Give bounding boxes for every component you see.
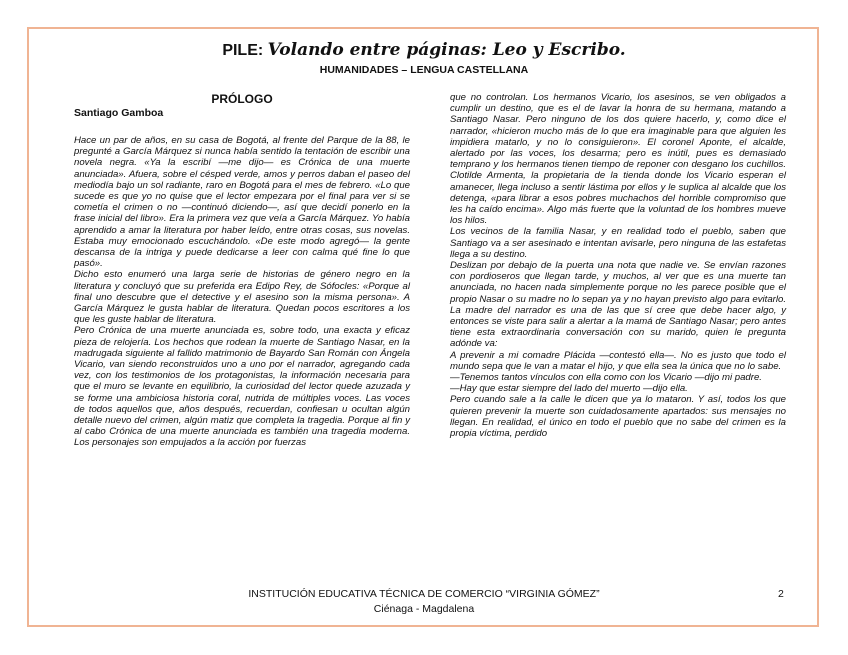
footer-location: Ciénaga - Magdalena	[373, 603, 475, 615]
left-column	[74, 92, 410, 449]
paragraph: A prevenir a mi comadre Plácida —contestó ella—. No es justo que todo el mundo sepa que le van a matar el hijo, y que ella sea la única que no lo sabe.	[450, 349, 786, 372]
paragraph: Deslizan por debajo de la puerta una nota que nadie ve. Se envían razones con pordioseros que llegan tarde, y muchos, al ver que es una muerte tan anunciada, no hacen nada simplemente porque no les parece posible que el propio Nasar o su madre no lo sepan ya y no hayan previsto algo para evitarlo. La madre del narrador es una de las que sí cree que debe hacer algo, y entonces se viste para salir a alertar a la mamá de Santiago Nasar; pero antes tiene esta extraordinaria conversación con su marido, quien le pregunta adónde va:	[450, 260, 786, 350]
paragraph: —Hay que estar siempre del lado del muerto —dijo ella.	[450, 383, 688, 395]
paragraph: Los vecinos de la familia Nasar, y en realidad todo el pueblo, saben que Santiago va a ser asesinado e intentan avisarle, pero ninguna de las estafetas llega a su destino.	[450, 226, 786, 260]
right-column	[450, 92, 786, 439]
page-subtitle: HUMANIDADES – LENGUA CASTELLANA	[319, 64, 529, 76]
paragraph: Dicho esto enumeró una larga serie de historias de género negro en la literatura y concluyó que su preferida era Edipo Rey, de Sófocles: «Porque al final uno descubre que el detective y el asesino son la misma persona». A García Márquez le gusta hablar de literatura. Quedan pocos escritores a los que les guste hablar de literatura.	[74, 269, 410, 326]
paragraph: que no controlan. Los hermanos Vicario, los asesinos, se ven obligados a cumplir un destino, que es el de lavar la honra de su hermana, matando a Santiago Nasar. Pero ninguno de los dos quiere hacerlo, y, como dice el narrador, «hicieron mucho más de lo que era imaginable para que alguien les impidiera matarlo, y no lo consiguieron». El coronel Aponte, el alcalde, alertado por las voces, los desarma; pero es inútil, pues es demasiado temprano y los hermanos tienen tiempo de reponer con desgano los cuchillos. Clotilde Armenta, la propietaria de la tienda donde los Vicario esperan el amanecer, llega incluso a sentir lástima por ellos y le suplica al alcalde que los detenga, «para librar a esos pobres muchachos del horrible compromiso que les ha caído encima». Algo más fuerte que la voluntad de los hombres mueve los hilos.	[450, 92, 786, 227]
paragraph: —Tenemos tantos vínculos con ella como con los Vicario —dijo mi padre.	[450, 372, 762, 384]
paragraph: Pero Crónica de una muerte anunciada es, sobre todo, una exacta y eficaz pieza de relojería. Los hechos que rodean la muerte de Santiago Nasar, en la madrugada siguiente al fallido matrimonio de Bayardo San Román con Ángela Vicario, van siendo reconstruidos uno a uno por el narrador, agregando cada vez, con los testimonios de los protagonistas, la información necesaria para que el muro se levante en equilibrio, la curiosidad del lector quede azuzada y se forme una ambiciosa historia coral, nutrida de múltiples voces. Las voces de todos aquellos que, años después, recuerdan, confiesan u ocultan algún detalle nuevo del crimen, algún matiz que completa la tragedia. Porque al fin y al cabo Crónica de una muerte anunciada es también una tragedia moderna. Los personajes son empujados a la acción por fuerzas	[74, 325, 410, 449]
paragraph: Hace un par de años, en su casa de Bogotá, al frente del Parque de la 88, le pregunté a García Márquez si nunca había sentido la tentación de escribir una novela negra. «Ya la escribí —me dijo— es Crónica de una muerte anunciada». Afuera, sobre el césped verde, amos y perros daban el paseo del mediodía bajo un sol radiante, raro en Bogotá para el mes de febrero. «Lo que sucede es que yo no quise que el lector empezara por el final para ver si se cometía el crimen o no —continuó diciendo—, así que decidí ponerlo en la frase inicial del libro». Era la primera vez que veía a García Márquez. Yo había aprendido a amar la literatura por haber leído, entre otras cosas, sus novelas. Estaba muy emocionado escuchándolo. «De este modo agregó— la gente descansa de la intriga y puede dedicarse a leer con calma qué fine lo que pasó».	[74, 135, 410, 270]
prologue-heading: PRÓLOGO	[211, 92, 273, 106]
footer-institution: INSTITUCIÓN EDUCATIVA TÉCNICA DE COMERCIO “VIRGINIA GÓMEZ”	[248, 588, 600, 600]
title-script: Volando entre páginas: Leo y Escribo.	[267, 40, 626, 60]
prologue-author: Santiago Gamboa	[74, 107, 164, 119]
paragraph: Pero cuando sale a la calle le dicen que ya lo mataron. Y así, todos los que quieren prevenir la muerte son cuidadosamente apartados: sus mensajes no llegan. En realidad, el único en todo el pueblo que no sabe del crimen es la propia víctima, perdido	[450, 394, 786, 440]
page-title	[0, 40, 848, 60]
title-brand: PILE:	[222, 42, 264, 59]
page-number: 2	[778, 588, 784, 600]
